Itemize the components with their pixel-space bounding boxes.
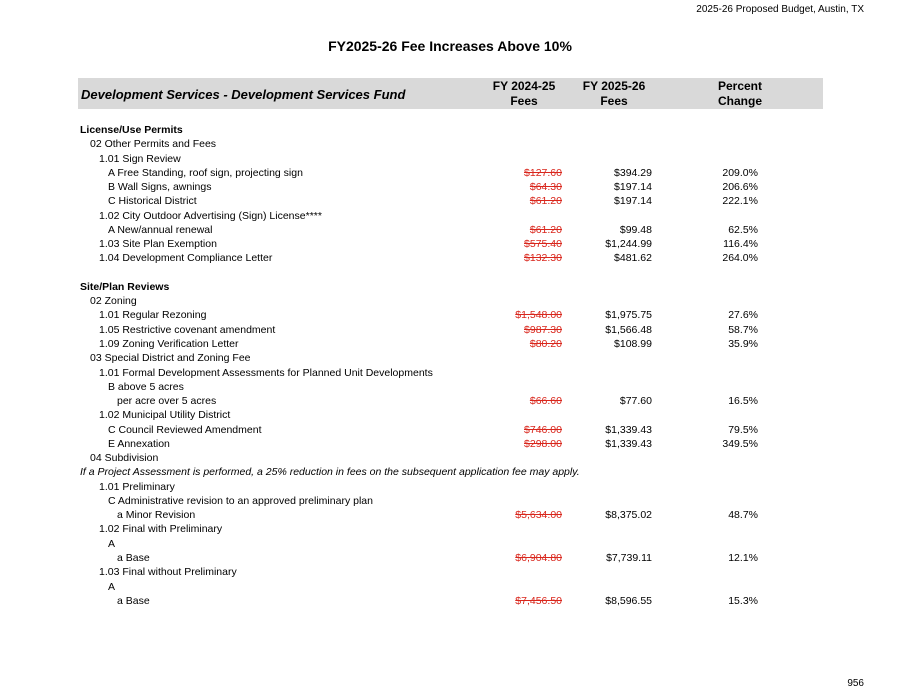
percent-change: 12.1% — [728, 551, 758, 564]
col-header-pct-line1: Percent — [717, 79, 763, 93]
new-fee: $8,596.55 — [605, 594, 652, 607]
row-label: 02 Other Permits and Fees — [90, 138, 217, 151]
row-label: C Council Reviewed Amendment — [108, 423, 262, 436]
percent-change: 62.5% — [728, 223, 758, 236]
table-row — [0, 580, 900, 594]
table-row — [0, 209, 900, 223]
old-fee: $6,904.80 — [515, 551, 562, 564]
row-label: per acre over 5 acres — [117, 395, 217, 408]
row-label: 1.03 Site Plan Exemption — [99, 238, 217, 251]
old-fee: $66.60 — [529, 395, 562, 408]
table-row — [0, 366, 900, 380]
col-header-new-fees — [564, 79, 664, 109]
row-label: If a Project Assessment is performed, a 25% reduction in fees on the subsequent application fee may apply. — [80, 466, 580, 479]
col-header-new-line2: Fees — [600, 94, 628, 108]
table-row — [0, 480, 900, 494]
percent-change: 48.7% — [728, 509, 758, 522]
row-label: a Base — [117, 551, 150, 564]
row-label: Site/Plan Reviews — [80, 280, 170, 293]
percent-change: 222.1% — [722, 195, 758, 208]
row-label: E Annexation — [108, 437, 170, 450]
row-label: 1.02 City Outdoor Advertising (Sign) License**** — [99, 209, 322, 222]
row-label: 02 Zoning — [90, 295, 137, 308]
percent-change: 16.5% — [728, 395, 758, 408]
row-label: 1.09 Zoning Verification Letter — [99, 337, 239, 350]
row-label: C Historical District — [108, 195, 197, 208]
row-label: A — [108, 580, 116, 593]
percent-change: 79.5% — [728, 423, 758, 436]
row-label: a Base — [117, 594, 150, 607]
row-label: B Wall Signs, awnings — [108, 181, 212, 194]
old-fee: $132.30 — [524, 252, 562, 265]
table-row — [0, 537, 900, 551]
new-fee: $108.99 — [614, 337, 652, 350]
new-fee: $77.60 — [619, 395, 652, 408]
old-fee: $61.20 — [529, 223, 562, 236]
table-row — [0, 237, 900, 251]
table-row — [0, 251, 900, 265]
department-title: Development Services - Development Services Fund — [81, 87, 406, 102]
col-header-old-line1: FY 2024-25 — [492, 79, 556, 93]
new-fee: $394.29 — [614, 166, 652, 179]
percent-change: 15.3% — [728, 594, 758, 607]
old-fee: $61.20 — [529, 195, 562, 208]
table-row — [0, 451, 900, 465]
table-row — [0, 551, 900, 565]
fee-table-body — [0, 123, 900, 608]
table-row — [0, 266, 900, 280]
percent-change: 35.9% — [728, 337, 758, 350]
row-label: 04 Subdivision — [90, 452, 159, 465]
old-fee: $987.30 — [524, 323, 562, 336]
old-fee: $575.40 — [524, 238, 562, 251]
table-row — [0, 423, 900, 437]
percent-change: 349.5% — [722, 437, 758, 450]
new-fee: $481.62 — [614, 252, 652, 265]
table-row — [0, 337, 900, 351]
col-header-new-line1: FY 2025-26 — [582, 79, 646, 93]
old-fee: $5,634.00 — [515, 509, 562, 522]
percent-change: 58.7% — [728, 323, 758, 336]
row-label: A New/annual renewal — [108, 223, 213, 236]
col-header-percent — [690, 79, 790, 109]
row-label: 1.04 Development Compliance Letter — [99, 252, 273, 265]
row-label: 1.02 Final with Preliminary — [99, 523, 223, 536]
row-label: 1.05 Restrictive covenant amendment — [99, 323, 276, 336]
table-row — [0, 508, 900, 522]
table-row — [0, 437, 900, 451]
row-label: A Free Standing, roof sign, projecting sign — [108, 166, 303, 179]
old-fee: $1,548.00 — [515, 309, 562, 322]
table-row — [0, 280, 900, 294]
table-row — [0, 323, 900, 337]
table-row — [0, 308, 900, 322]
table-row — [0, 522, 900, 536]
table-row — [0, 380, 900, 394]
new-fee: $99.48 — [619, 223, 652, 236]
new-fee: $1,339.43 — [605, 437, 652, 450]
table-row — [0, 394, 900, 408]
row-label: A — [108, 537, 116, 550]
old-fee: $746.00 — [524, 423, 562, 436]
row-label: 1.01 Regular Rezoning — [99, 309, 207, 322]
old-fee: $64.30 — [529, 181, 562, 194]
row-label: C Administrative revision to an approved preliminary plan — [108, 494, 373, 507]
table-header — [78, 78, 823, 109]
table-row — [0, 180, 900, 194]
new-fee: $1,244.99 — [605, 238, 652, 251]
row-label: B above 5 acres — [108, 380, 184, 393]
table-row — [0, 565, 900, 579]
old-fee: $127.60 — [524, 166, 562, 179]
new-fee: $8,375.02 — [605, 509, 652, 522]
new-fee: $1,339.43 — [605, 423, 652, 436]
old-fee: $298.00 — [524, 437, 562, 450]
old-fee: $80.20 — [529, 337, 562, 350]
old-fee: $7,456.50 — [515, 594, 562, 607]
percent-change: 264.0% — [722, 252, 758, 265]
new-fee: $7,739.11 — [606, 551, 652, 564]
col-header-old-line2: Fees — [510, 94, 538, 108]
table-row — [0, 408, 900, 422]
table-row — [0, 123, 900, 137]
table-row — [0, 465, 900, 479]
row-label: License/Use Permits — [80, 124, 183, 136]
table-row — [0, 194, 900, 208]
percent-change: 206.6% — [722, 181, 758, 194]
col-header-pct-line2: Change — [717, 94, 762, 108]
row-label: a Minor Revision — [117, 509, 196, 522]
new-fee: $1,566.48 — [605, 323, 652, 336]
table-row — [0, 294, 900, 308]
table-row — [0, 166, 900, 180]
row-label: 1.01 Preliminary — [99, 480, 175, 493]
new-fee: $197.14 — [614, 181, 652, 194]
row-label: 1.02 Municipal Utility District — [99, 409, 231, 422]
header-note: 2025-26 Proposed Budget, Austin, TX — [696, 4, 864, 15]
table-row — [0, 594, 900, 608]
percent-change: 116.4% — [723, 238, 758, 251]
page-number: 956 — [847, 678, 864, 689]
table-row — [0, 223, 900, 237]
row-label: 03 Special District and Zoning Fee — [90, 352, 251, 365]
percent-change: 27.6% — [728, 309, 758, 322]
row-label: 1.01 Sign Review — [99, 152, 181, 165]
col-header-old-fees — [474, 79, 574, 109]
table-row — [0, 137, 900, 151]
new-fee: $1,975.75 — [605, 309, 652, 322]
table-row — [0, 494, 900, 508]
percent-change: 209.0% — [722, 166, 758, 179]
table-row — [0, 152, 900, 166]
table-row — [0, 351, 900, 365]
row-label: 1.03 Final without Preliminary — [99, 566, 237, 579]
new-fee: $197.14 — [614, 195, 652, 208]
page-title: FY2025-26 Fee Increases Above 10% — [328, 38, 572, 54]
row-label: 1.01 Formal Development Assessments for Planned Unit Developments — [99, 366, 433, 379]
